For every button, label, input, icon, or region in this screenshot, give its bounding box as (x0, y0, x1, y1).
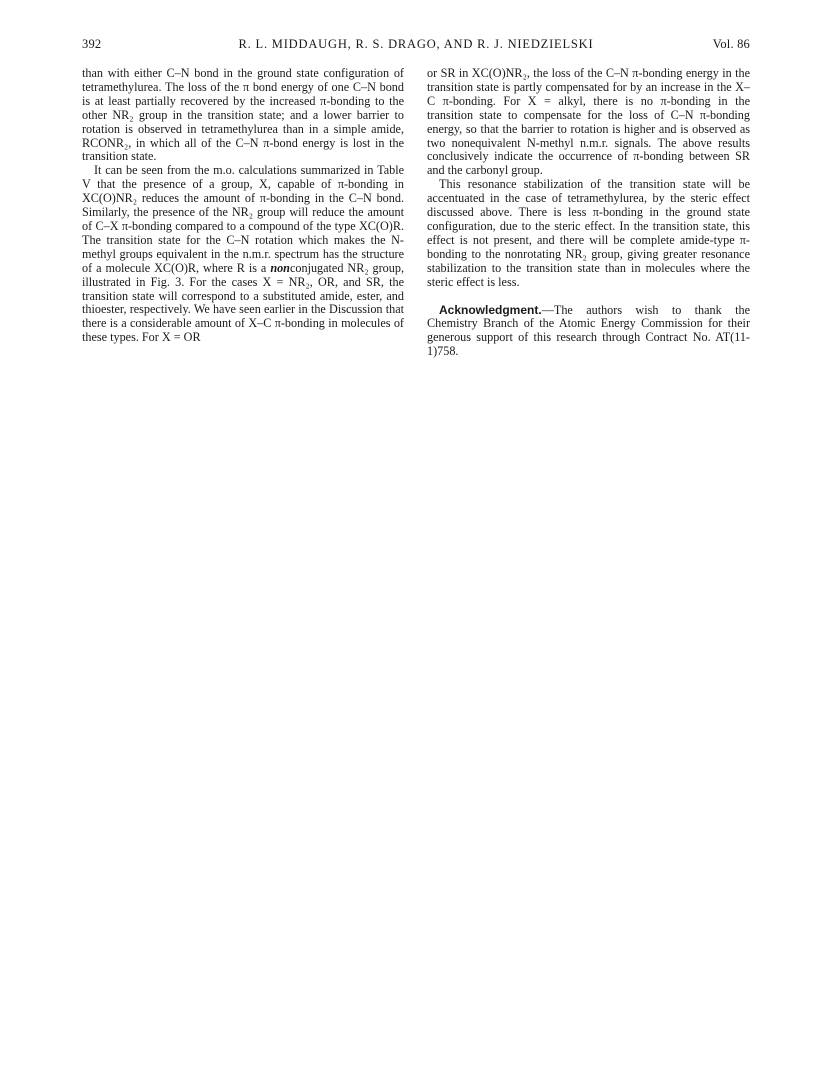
running-head-authors: R. L. MIDDAUGH, R. S. DRAGO, AND R. J. NIEDZIELSKI (238, 37, 594, 51)
text-run: It can be seen from the m.o. calculations summarized in Table V that the presence of a group, X, capable of π-bonding in XC(O)NR₂ reduces the amount of π-bonding in the C–N bond. Similarly, the presence of the NR₂ group will reduce the amount of C–X π-bonding compared to a compound of the type XC(O)R. The transition state for the C–N rotation which makes the N-methyl groups equivalent in the n.m.r. spectrum has the structure of a molecule XC(O)R, where R is a (82, 163, 404, 275)
page-header (82, 37, 750, 53)
paragraph (82, 164, 404, 345)
volume-label: Vol. 86 (712, 37, 750, 51)
acknowledgment (427, 304, 750, 360)
page-number: 392 (82, 37, 102, 51)
paragraph: or SR in XC(O)NR₂, the loss of the C–N π-bonding energy in the transition state is partly compensated for by an increase in the X–C π-bonding. For X = alkyl, there is no π-bonding in the transition state to compensate for the loss of C–N π-bonding energy, so that the barrier to rotation is higher and is observed as two nonequivalent N-methyl n.m.r. signals. The above results conclusively indicate the occurrence of π-bonding between SR and the carbonyl group. (427, 66, 750, 178)
paragraph: This resonance stabilization of the transition state will be accentuated in the case of tetramethylurea, by the steric effect discussed above. There is less π-bonding in the ground state configuration, due to the steric effect. In the transition state, this effect is not present, and there will be complete amide-type π-bonding to the nonrotating NR₂ group, giving greater resonance stabilization to the transition state than in molecules where the steric effect is less. (427, 177, 750, 289)
paragraph: than with either C–N bond in the ground state configuration of tetramethylurea. The loss of the π bond energy of one C–N bond is at least partially recovered by the increased π-bonding to the other NR₂ group in the transition state; and a lower barrier to rotation is observed in tetramethylurea than in a simple amide, RCONR₂, in which all of the C–N π-bond energy is lost in the transition state. (82, 66, 404, 164)
acknowledgment-text: —The authors wish to thank the Chemistry Branch of the Atomic Energy Commission for their generous support of this research through Contract No. AT(11-1)758. (427, 302, 750, 359)
left-column (82, 67, 404, 345)
text-run: conjugated NR₂ group, illustrated in Fig. 3. For the cases X = NR₂, OR, and SR, the transition state will correspond to a substituted amide, ester, and thioester, respectively. We have seen earlier in the Discussion that there is a considerable amount of X–C π-bonding in molecules of these types. For X = OR (82, 260, 404, 345)
right-column (427, 67, 750, 359)
acknowledgment-heading: Acknowledgment. (439, 302, 542, 317)
emphasis: non (270, 260, 290, 275)
